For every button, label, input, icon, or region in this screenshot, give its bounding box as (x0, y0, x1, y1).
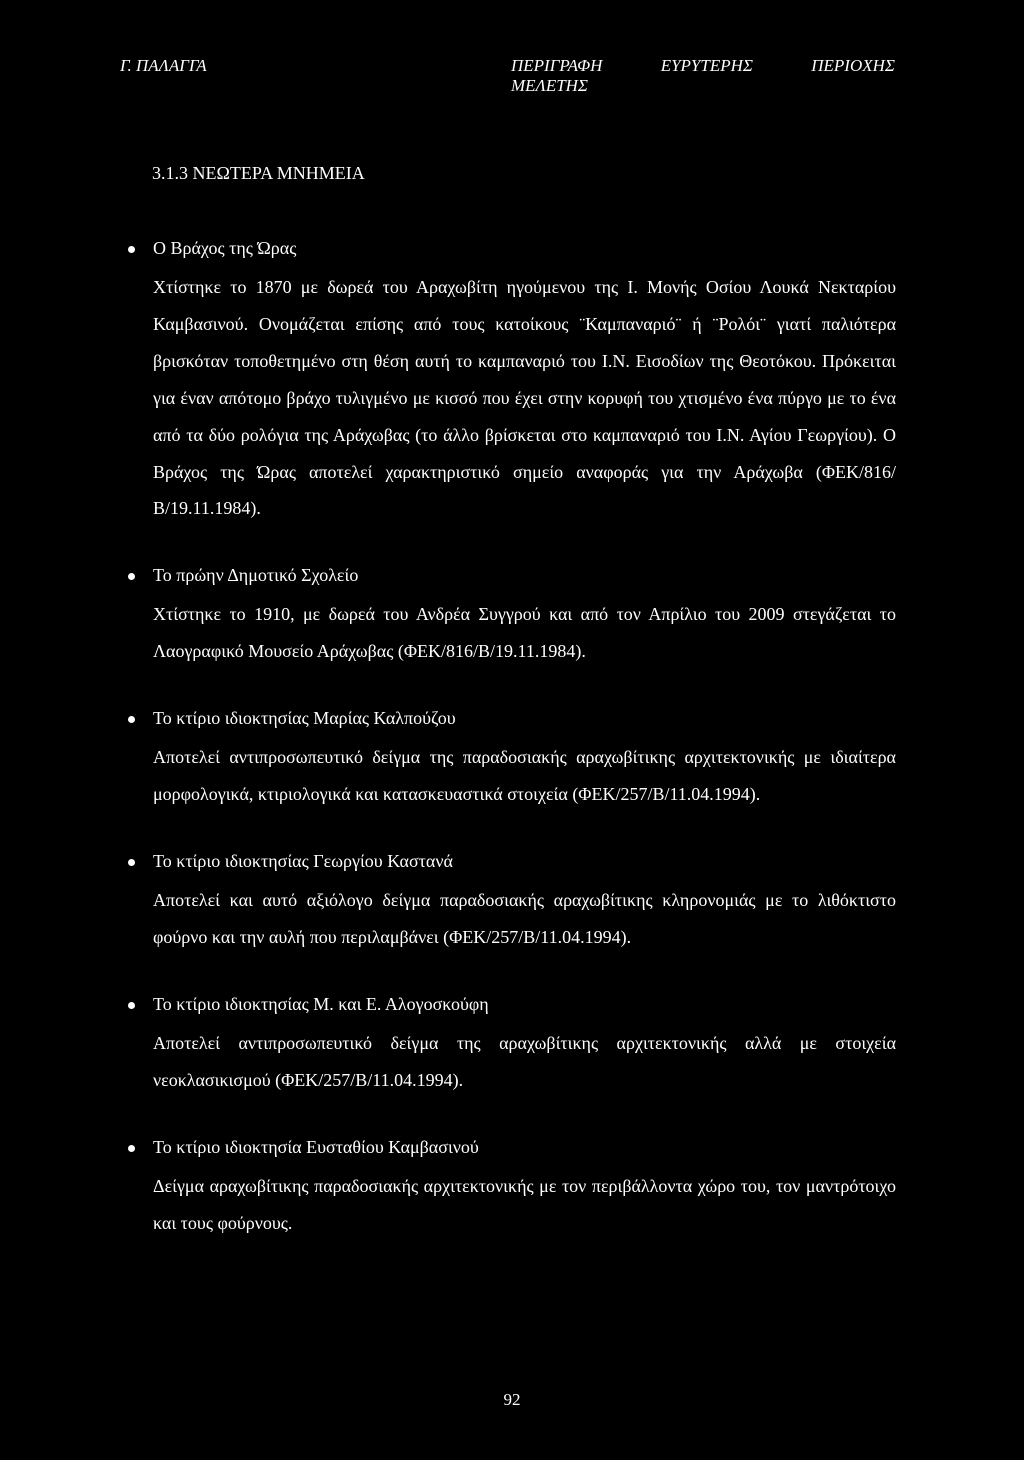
item-title (120, 232, 896, 264)
header-title-line2: ΜΕΛΕΤΗΣ (511, 76, 589, 95)
monument-list (120, 232, 896, 1242)
bullet-icon (128, 1002, 135, 1009)
item-title-text: Το κτίριο ιδιοκτησία Ευσταθίου Καμβασινού (153, 1137, 479, 1158)
item-title (120, 702, 896, 734)
list-item (120, 702, 896, 813)
item-body: Αποτελεί αντιπροσωπευτικό δείγμα της παραδοσιακής αραχωβίτικης αρχιτεκτονικής με ιδιαίτερα μορφολογικά, κτιριολογικά και κατασκευαστικά στοιχεία (ΦΕΚ/257/Β/11.04.1994). (153, 747, 896, 805)
item-body: Δείγμα αραχωβίτικης παραδοσιακής αρχιτεκτονικής με τον περιβάλλοντα χώρο του, τον μαντρότοιχο και τους φούρνους. (153, 1176, 896, 1234)
item-title (120, 988, 896, 1020)
list-item (120, 845, 896, 956)
item-title-text: Ο Βράχος της Ώρας (153, 238, 297, 258)
item-title-text: Το κτίριο ιδιοκτησίας Γεωργίου Καστανά (153, 851, 453, 872)
item-title (120, 559, 896, 591)
item-title-text: Το πρώην Δημοτικό Σχολείο (153, 565, 359, 586)
header-title (511, 56, 895, 96)
item-title (120, 1131, 896, 1163)
list-item (120, 1131, 896, 1242)
list-item (120, 988, 896, 1099)
item-body: Χτίστηκε το 1910, με δωρεά του Ανδρέα Συγγρού και από τον Απρίλιο του 2009 στεγάζεται το Λαογραφικό Μουσείο Αράχωβας (ΦΕΚ/816/Β/19.11.1984). (153, 604, 896, 662)
bullet-icon (128, 246, 135, 253)
item-title-text: Το κτίριο ιδιοκτησίας Μαρίας Καλπούζου (153, 708, 456, 729)
page-number: 92 (503, 1390, 521, 1409)
bullet-icon (128, 573, 135, 580)
item-body: Αποτελεί αντιπροσωπευτικό δείγμα της αραχωβίτικης αρχιτεκτονικής αλλά με στοιχεία νεοκλασικισμού (ΦΕΚ/257/Β/11.04.1994). (153, 1033, 896, 1091)
section-heading: 3.1.3 ΝΕΩΤΕΡΑ ΜΝΗΜΕΙΑ (152, 163, 365, 183)
item-title-text: Το κτίριο ιδιοκτησίας Μ. και Ε. Αλογοσκούφη (153, 994, 489, 1015)
bullet-icon (128, 716, 135, 723)
item-body: Χτίστηκε το 1870 με δωρεά του Αραχωβίτη ηγούμενου της Ι. Μονής Οσίου Λουκά Νεκταρίου Καμβασινού. Ονομάζεται επίσης από τους κατοίκους ¨Καμπαναριό¨ ή ¨Ρολόι¨ γιατί παλιότερα βρισκόταν τοποθετημένο στη θέση αυτή το καμπαναριό του Ι.Ν. Εισοδίων της Θεοτόκου. Πρόκειται για έναν απότομο βράχο τυλιγμένο με κισσό που έχει στην κορυφή του χτισμένο ένα πύργο με το ένα από τα δύο ρολόγια της Αράχωβας (το άλλο βρίσκεται στο καμπαναριό του Ι.Ν. Αγίου Γεωργίου). Ο Βράχος της Ώρας αποτελεί χαρακτηριστικό σημείο αναφοράς για την Αράχωβα (ΦΕΚ/816/Β/19.11.1984). (153, 277, 896, 519)
header-title-line1: ΠΕΡΙΓΡΑΦΗ ΕΥΡΥΤΕΡΗΣ ΠΕΡΙΟΧΗΣ (511, 56, 895, 75)
header-author: Γ. ΠΑΛΑΓΓΑ (120, 56, 207, 75)
list-item (120, 232, 896, 527)
page-header (120, 56, 900, 100)
list-item (120, 559, 896, 670)
item-body: Αποτελεί και αυτό αξιόλογο δείγμα παραδοσιακής αραχωβίτικης κληρονομιάς με το λιθόκτιστο φούρνο και την αυλή που περιλαμβάνει (ΦΕΚ/257/Β/11.04.1994). (153, 890, 896, 948)
bullet-icon (128, 1145, 135, 1152)
item-title (120, 845, 896, 877)
bullet-icon (128, 859, 135, 866)
